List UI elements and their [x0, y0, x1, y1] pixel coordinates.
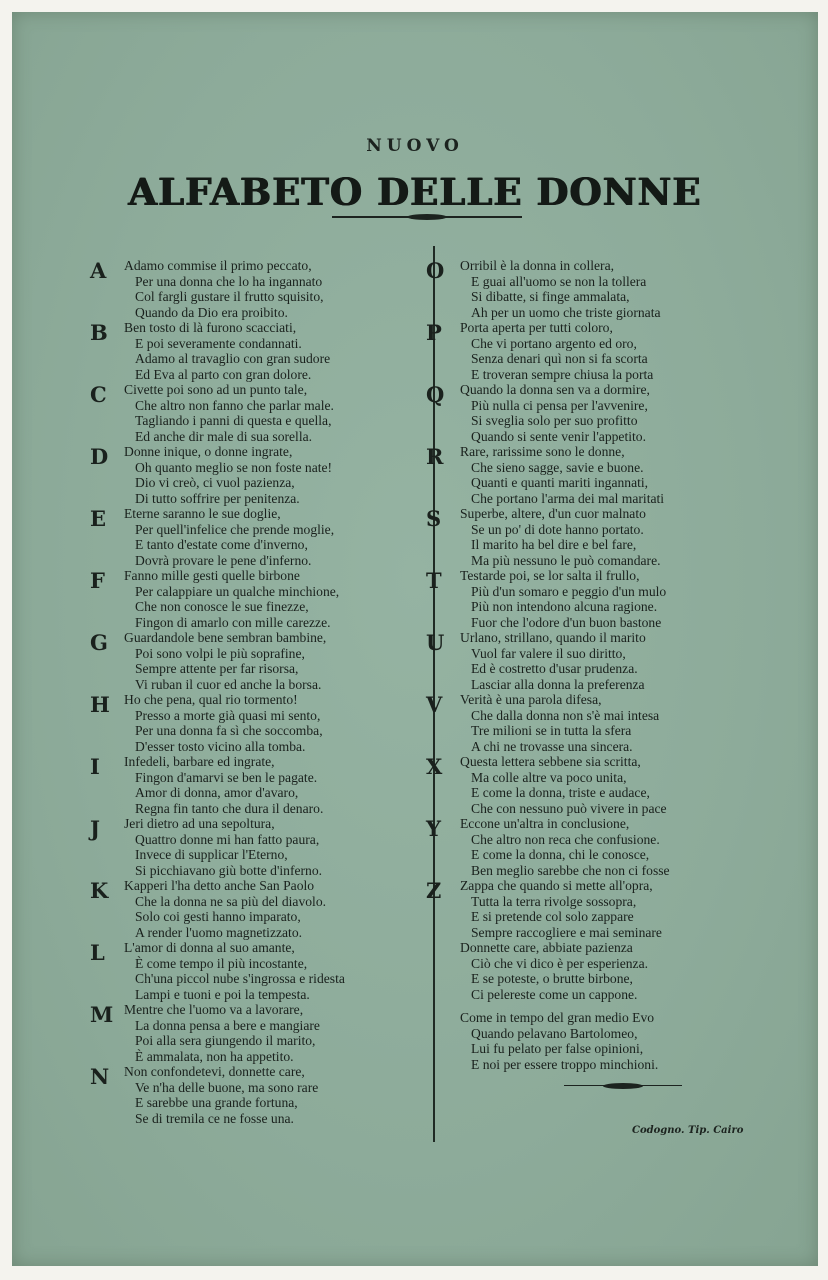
verse-line: Ed è costretto d'usar prudenza.: [471, 661, 638, 676]
verse-line: Che sieno sagge, savie e buone.: [471, 459, 644, 475]
verse-line: Orribil è la donna in collera,: [460, 258, 615, 273]
stanza: [84, 444, 424, 506]
initial-letter: X: [426, 754, 443, 779]
verse-line: Quando la donna sen va a dormire,: [460, 382, 650, 397]
verse-line: Jeri dietro ad una sepoltura,: [124, 816, 275, 831]
verse-line: Sempre attente per far risorsa,: [135, 661, 299, 676]
verse-line: Si sveglia solo per suo profitto: [471, 413, 638, 428]
verse-line: Regna fin tanto che dura il denaro.: [135, 800, 324, 816]
stanza: [84, 506, 424, 568]
stanza: [84, 878, 424, 940]
stanza: [84, 754, 424, 816]
verse-line: Rare, rarissime sono le donne,: [460, 444, 625, 459]
initial-letter: I: [90, 754, 100, 779]
initial-letter: H: [90, 692, 110, 717]
verse-line: Che la donna ne sa più del diavolo.: [135, 893, 327, 909]
verse-line: Ma colle altre va poco unita,: [471, 769, 627, 785]
verse-line: Tagliando i panni di questa e quella,: [135, 413, 332, 428]
verse-line: Amor di donna, amor d'avaro,: [135, 785, 299, 800]
closing-divider: [564, 1085, 682, 1086]
verse-line: Che altro non fanno che parlar male.: [135, 397, 334, 413]
stanza: [84, 320, 424, 382]
stanza: [420, 878, 800, 940]
verse-line: Poi sono volpi le più soprafine,: [135, 645, 305, 661]
verse-line: Quando pelavano Bartolomeo,: [471, 1025, 638, 1041]
verse-line: Il marito ha bel dire e bel fare,: [471, 537, 637, 552]
verse-line: Che portano l'arma dei mal maritati: [471, 490, 665, 506]
verse-line: A chi ne trovasse una sincera.: [471, 738, 633, 754]
verse-line: E sarebbe una grande fortuna,: [135, 1095, 298, 1110]
verse-line: E se poteste, o brutte birbone,: [471, 971, 633, 986]
verse-line: È ammalata, non ha appetito.: [135, 1048, 294, 1064]
verse-line: Se di tremila ce ne fosse una.: [135, 1110, 294, 1126]
initial-letter: Y: [426, 816, 441, 841]
initial-letter: P: [426, 320, 442, 345]
initial-letter: B: [90, 320, 108, 345]
verse-line: Donnette care, abbiate pazienza: [460, 940, 633, 955]
verse-line: Ho che pena, qual rio tormento!: [124, 692, 298, 707]
stanza: [420, 382, 800, 444]
initial-letter: C: [90, 382, 107, 407]
verse-line: È come tempo il più incostante,: [135, 955, 308, 971]
stanza: [84, 692, 424, 754]
right-column: [420, 258, 800, 1072]
verse-line: Testarde poi, se lor salta il frullo,: [460, 568, 640, 583]
verse-line: Che altro non reca che confusione.: [471, 831, 660, 847]
verse-line: Si picchiavano giù botte d'inferno.: [135, 862, 323, 878]
verse-line: Infedeli, barbare ed ingrate,: [124, 754, 275, 769]
verse-line: Più d'un somaro e peggio d'un mulo: [471, 583, 667, 599]
printer-colophon: Codogno. Tip. Cairo: [632, 1125, 744, 1136]
verse-line: Si dibatte, si finge ammalata,: [471, 289, 630, 304]
stanza: [84, 1002, 424, 1064]
verse-line: Quanti e quanti mariti ingannati,: [471, 475, 649, 490]
stanza: [84, 1064, 424, 1126]
verse-line: Oh quanto meglio se non foste nate!: [135, 459, 333, 475]
verse-line: A render l'uomo magnetizzato.: [135, 924, 303, 940]
initial-letter: F: [90, 568, 105, 593]
initial-letter: U: [426, 630, 445, 655]
verse-line: Lampi e tuoni e poi la tempesta.: [135, 986, 310, 1002]
verse-line: E si pretende col solo zappare: [471, 909, 634, 924]
verse-line: Quattro donne mi han fatto paura,: [135, 831, 320, 847]
verse-line: Fanno mille gesti quelle birbone: [124, 568, 300, 583]
verse-line: Verità è una parola difesa,: [460, 692, 602, 707]
verse-line: Tre milioni se in tutta la sfera: [471, 723, 632, 738]
verse-line: Ben meglio sarebbe che non ci fosse: [471, 862, 670, 878]
verse-line: E poi severamente condannati.: [135, 335, 302, 351]
verse-line: Come in tempo del gran medio Evo: [460, 1010, 655, 1025]
initial-letter: N: [90, 1064, 110, 1089]
verse-line: E noi per essere troppo minchioni.: [471, 1056, 659, 1072]
verse-line: Dio vi creò, ci vuol pazienza,: [135, 475, 295, 490]
subtitle: NUOVO: [366, 136, 464, 156]
stanza: [84, 940, 424, 1002]
verse-line: Tutta la terra rivolge sossopra,: [471, 893, 637, 909]
verse-line: E troveran sempre chiusa la porta: [471, 366, 654, 382]
stanza: [420, 320, 800, 382]
stanza: [420, 568, 800, 630]
verse-line: Per una donna fa sì che soccomba,: [135, 723, 323, 738]
initial-letter: L: [90, 940, 105, 965]
stanza: [420, 754, 800, 816]
verse-line: Porta aperta per tutti coloro,: [460, 320, 613, 335]
initial-letter: J: [90, 816, 100, 841]
initial-letter: Z: [426, 878, 442, 903]
verse-line: Lui fu pelato per false opinioni,: [471, 1041, 644, 1056]
stanza: [84, 382, 424, 444]
verse-line: Fingon d'amarvi se ben le pagate.: [135, 769, 318, 785]
verse-line: Senza denari quì non si fa scorta: [471, 351, 648, 366]
stanza: [420, 258, 800, 320]
verse-line: Superbe, altere, d'un cuor malnato: [460, 506, 646, 521]
initial-letter: M: [90, 1002, 114, 1027]
verse-line: Donne inique, o donne ingrate,: [124, 444, 293, 459]
verse-line: Fuor che l'odore d'un buon bastone: [471, 614, 662, 630]
verse-line: E tanto d'estate come d'inverno,: [135, 537, 308, 552]
verse-line: Vuol far valere il suo diritto,: [471, 645, 626, 661]
initial-letter: O: [426, 258, 445, 283]
initial-letter: Q: [426, 382, 445, 407]
initial-letter: T: [426, 568, 442, 593]
page-title: ALFABETO DELLE DONNE: [128, 170, 702, 214]
verse-line: Dovrà provare le pene d'inferno.: [135, 552, 312, 568]
verse-line: Di tutto soffrire per penitenza.: [135, 490, 300, 506]
stanza: [420, 506, 800, 568]
verse-line: Ma più nessuno le può comandare.: [471, 552, 661, 568]
verse-line: Ed Eva al parto con gran dolore.: [135, 366, 312, 382]
stanza: [84, 630, 424, 692]
verse-line: Fingon di amarlo con mille carezze.: [135, 614, 331, 630]
stanza: [420, 1010, 800, 1072]
initial-letter: E: [90, 506, 107, 531]
verse-line: Ch'una piccol nube s'ingrossa e ridesta: [135, 971, 345, 986]
initial-letter: K: [90, 878, 109, 903]
verse-line: Che con nessuno può vivere in pace: [471, 800, 667, 816]
verse-line: Più nulla ci pensa per l'avvenire,: [471, 397, 648, 413]
title-divider: [332, 216, 522, 218]
verse-line: Più non intendono alcuna ragione.: [471, 599, 658, 614]
verse-line: Sempre raccogliere e mai seminare: [471, 924, 662, 940]
verse-line: Che non conosce le sue finezze,: [135, 599, 309, 614]
verse-line: Che dalla donna non s'è mai intesa: [471, 707, 660, 723]
verse-line: Urlano, strillano, quando il marito: [460, 630, 646, 645]
verse-line: D'esser tosto vicino alla tomba.: [135, 738, 306, 754]
stanza: [84, 568, 424, 630]
initial-letter: R: [426, 444, 444, 469]
verse-line: Ben tosto di là furono scacciati,: [124, 320, 297, 335]
verse-line: Eterne saranno le sue doglie,: [124, 506, 281, 521]
verse-line: Invece di supplicar l'Eterno,: [135, 847, 288, 862]
verse-line: L'amor di donna al suo amante,: [124, 940, 295, 955]
verse-line: Quando da Dio era proibito.: [135, 304, 288, 320]
verse-line: Presso a morte già quasi mi sento,: [135, 707, 321, 723]
verse-line: Ah per un uomo che triste giornata: [471, 304, 661, 320]
verse-line: Che vi portano argento ed oro,: [471, 335, 637, 351]
verse-line: Civette poi sono ad un punto tale,: [124, 382, 308, 397]
verse-line: Kapperi l'ha detto anche San Paolo: [124, 878, 315, 893]
verse-line: Poi alla sera giungendo il marito,: [135, 1033, 316, 1048]
verse-line: Per una donna che lo ha ingannato: [135, 273, 323, 289]
verse-line: E guai all'uomo se non la tollera: [471, 273, 647, 289]
initial-letter: A: [90, 258, 107, 283]
stanza: [420, 444, 800, 506]
stanza: [420, 816, 800, 878]
initial-letter: D: [90, 444, 109, 469]
initial-letter: S: [426, 506, 442, 531]
stanza: [84, 258, 424, 320]
stanza: [84, 816, 424, 878]
verse-line: Ci pelereste come un cappone.: [471, 986, 638, 1002]
verse-line: Guardandole bene sembran bambine,: [124, 630, 327, 645]
verse-line: Mentre che l'uomo va a lavorare,: [124, 1002, 304, 1017]
broadsheet: [12, 12, 818, 1266]
verse-line: E come la donna, chi le conosce,: [471, 847, 650, 862]
verse-line: Non confondetevi, donnette care,: [124, 1064, 305, 1079]
verse-line: Ed anche dir male di sua sorella.: [135, 428, 313, 444]
verse-line: Per calappiare un qualche minchione,: [135, 583, 340, 599]
verse-line: Quando si sente venir l'appetito.: [471, 428, 646, 444]
verse-line: Ciò che vi dico è per esperienza.: [471, 955, 649, 971]
verse-line: La donna pensa a bere e mangiare: [135, 1017, 320, 1033]
initial-letter: G: [90, 630, 108, 655]
verse-line: Adamo al travaglio con gran sudore: [135, 351, 331, 366]
verse-line: Eccone un'altra in conclusione,: [460, 816, 630, 831]
initial-letter: V: [426, 692, 443, 717]
stanza: [420, 692, 800, 754]
verse-line: Zappa che quando si mette all'opra,: [460, 878, 653, 893]
verse-line: Col fargli gustare il frutto squisito,: [135, 289, 324, 304]
verse-line: Ve n'ha delle buone, ma sono rare: [135, 1079, 319, 1095]
verse-line: Per quell'infelice che prende moglie,: [135, 521, 335, 537]
verse-line: E come la donna, triste e audace,: [471, 785, 650, 800]
stanza: [420, 630, 800, 692]
verse-line: Adamo commise il primo peccato,: [124, 258, 312, 273]
verse-line: Solo coi gesti hanno imparato,: [135, 909, 301, 924]
left-column: [84, 258, 424, 1126]
verse-line: Se un po' di dote hanno portato.: [471, 521, 644, 537]
stanza: [420, 940, 800, 1002]
verse-line: Lasciar alla donna la preferenza: [471, 676, 645, 692]
verse-line: Vi ruban il cuor ed anche la borsa.: [135, 676, 322, 692]
verse-line: Questa lettera sebbene sia scritta,: [460, 754, 641, 769]
